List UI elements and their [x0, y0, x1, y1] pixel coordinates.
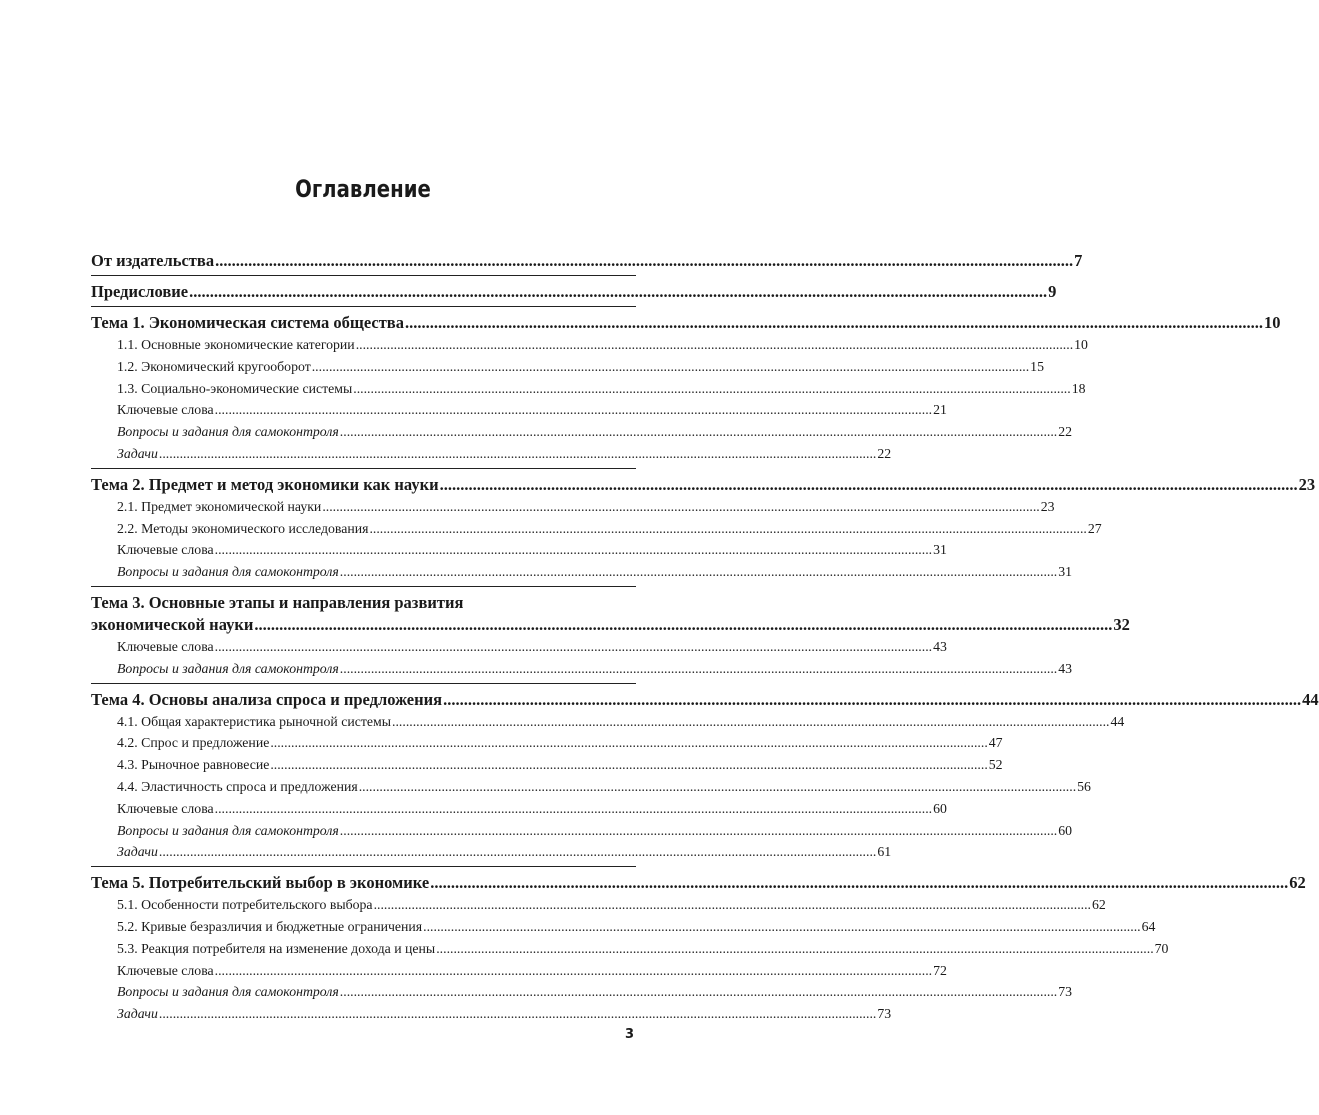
toc-entry[interactable] — [91, 894, 1106, 916]
toc-entry[interactable] — [91, 711, 1125, 733]
dot-leader — [340, 981, 1057, 1003]
toc-entry-title: 2.1. Предмет экономической науки — [117, 498, 322, 514]
toc-entry[interactable] — [91, 658, 1073, 680]
dot-leader — [430, 872, 1288, 894]
toc-entry-page: 43 — [933, 638, 947, 654]
toc-entry[interactable] — [91, 754, 1003, 776]
toc-heading[interactable] — [91, 281, 1057, 303]
toc-heading-page: 32 — [1113, 614, 1130, 634]
toc-entry[interactable] — [91, 938, 1169, 960]
toc-entry-title: 5.2. Кривые безразличия и бюджетные ограничения — [117, 918, 423, 934]
dot-leader — [440, 474, 1298, 496]
toc-heading-title: Тема 5. Потребительский выбор в экономике — [91, 873, 430, 893]
toc-entry[interactable] — [91, 378, 1086, 400]
toc-heading-page: 62 — [1289, 873, 1306, 893]
dot-leader — [359, 776, 1076, 798]
dot-leader — [215, 798, 932, 820]
dot-leader — [443, 689, 1301, 711]
toc-entry-title: 4.4. Эластичность спроса и предложения — [117, 778, 358, 794]
toc-heading-title: экономической науки — [91, 614, 254, 634]
toc-heading[interactable] — [91, 250, 1083, 272]
toc-entry-page: 47 — [988, 735, 1003, 751]
toc-entry-title: Ключевые слова — [117, 638, 214, 654]
dot-leader — [159, 443, 876, 465]
toc-entry-title: Вопросы и задания для самоконтроля — [117, 660, 339, 676]
page-number: 3 — [624, 1027, 634, 1042]
toc-entry-page: 62 — [1092, 897, 1106, 913]
dot-leader — [436, 938, 1153, 960]
toc-entry[interactable] — [91, 798, 947, 820]
dot-leader — [356, 334, 1073, 356]
toc-entry-page: 23 — [1040, 498, 1055, 514]
toc-entry-title: Ключевые слова — [117, 542, 214, 558]
toc-entry-page: 10 — [1074, 337, 1088, 352]
toc-entry-title: 4.3. Рыночное равновесие — [117, 757, 270, 773]
toc-entry-page: 27 — [1087, 520, 1102, 536]
toc-entry-page: 70 — [1154, 940, 1169, 956]
dot-leader — [159, 841, 876, 863]
toc-section — [91, 250, 1083, 276]
toc-entry[interactable] — [91, 399, 947, 421]
dot-leader — [340, 561, 1057, 583]
toc-entry-page: 21 — [933, 402, 947, 418]
toc-entry-page: 31 — [1058, 564, 1073, 580]
toc-entry-title: Ключевые слова — [117, 800, 214, 816]
dot-leader — [405, 312, 1263, 334]
toc-section — [91, 592, 1130, 684]
toc-heading[interactable] — [91, 689, 1319, 711]
toc-entry-page: 44 — [1110, 713, 1125, 729]
toc-entry-page: 22 — [877, 445, 892, 461]
toc-entry[interactable] — [91, 820, 1073, 842]
toc-heading-title: Тема 4. Основы анализа спроса и предложения — [91, 689, 443, 709]
toc-entry-page: 61 — [877, 844, 892, 860]
toc-entry-title: Вопросы и задания для самоконтроля — [117, 822, 339, 838]
toc-entry[interactable] — [91, 636, 947, 658]
toc-section — [91, 312, 1281, 469]
dot-leader — [215, 636, 932, 658]
toc-entry-page: 64 — [1141, 918, 1156, 934]
toc-entry[interactable] — [91, 981, 1073, 1003]
dot-leader — [423, 916, 1140, 938]
toc-entry-title: Вопросы и задания для самоконтроля — [117, 984, 339, 1000]
toc-section — [91, 474, 1316, 587]
toc-entry-title: Вопросы и задания для самоконтроля — [117, 424, 339, 440]
toc-entry-title: Задачи — [117, 844, 158, 860]
toc-entry-page: 18 — [1071, 380, 1086, 396]
toc-entry[interactable] — [91, 443, 892, 465]
toc-entry-page: 60 — [933, 800, 947, 816]
toc-entry-title: 1.1. Основные экономические категории — [117, 337, 355, 352]
toc-entry[interactable] — [91, 732, 1003, 754]
toc-entry-title: 2.2. Методы экономического исследования — [117, 520, 369, 536]
toc-entry[interactable] — [91, 841, 892, 863]
toc-section — [91, 281, 1057, 307]
dot-leader — [159, 1003, 876, 1025]
toc-entry-page: 31 — [933, 542, 947, 558]
toc-heading-line: Тема 3. Основные этапы и направления развития — [91, 592, 464, 612]
toc-heading[interactable] — [91, 312, 1281, 334]
toc-entry[interactable] — [91, 1003, 892, 1025]
toc-entry[interactable] — [91, 960, 947, 982]
toc-entry-title: Задачи — [117, 445, 158, 461]
toc-entry-page: 15 — [1030, 358, 1044, 374]
dot-leader — [312, 356, 1029, 378]
dot-leader — [353, 378, 1070, 400]
toc-section — [91, 689, 1319, 868]
dot-leader — [340, 820, 1057, 842]
toc-heading-page: 44 — [1302, 689, 1319, 709]
toc-entry[interactable] — [91, 776, 1091, 798]
toc-section — [91, 872, 1306, 1028]
dot-leader — [215, 399, 932, 421]
dot-leader — [215, 960, 932, 982]
toc-entry-title: Вопросы и задания для самоконтроля — [117, 564, 339, 580]
toc-heading-title: Тема 2. Предмет и метод экономики как науки — [91, 474, 439, 494]
dot-leader — [392, 711, 1109, 733]
toc-entry[interactable] — [91, 421, 1073, 443]
dot-leader — [189, 281, 1047, 303]
toc-heading-page: 7 — [1074, 251, 1083, 270]
toc-heading-title: Предисловие — [91, 282, 189, 301]
toc-entry-page: 72 — [933, 962, 947, 978]
toc-entry-page: 56 — [1077, 778, 1091, 794]
toc-entry-title: Ключевые слова — [117, 962, 214, 978]
dot-leader — [340, 421, 1057, 443]
toc-heading-title: От издательства — [91, 251, 215, 270]
toc-entry[interactable] — [91, 356, 1044, 378]
toc-entry[interactable] — [91, 518, 1102, 540]
toc-heading-title: Тема 1. Экономическая система общества — [91, 313, 404, 332]
toc-entry-title: Задачи — [117, 1006, 158, 1022]
table-of-contents — [91, 250, 1319, 1033]
toc-entry[interactable] — [91, 561, 1073, 583]
toc-entry-title: 1.3. Социально-экономические системы — [117, 380, 353, 396]
toc-entry-title: 1.2. Экономический кругооборот — [117, 358, 311, 374]
toc-entry-page: 73 — [1058, 984, 1073, 1000]
toc-entry-page: 73 — [877, 1006, 892, 1022]
toc-entry-title: 5.3. Реакция потребителя на изменение дохода и цены — [117, 940, 436, 956]
toc-entry-page: 22 — [1058, 424, 1073, 440]
dot-leader — [369, 518, 1086, 540]
toc-entry-title: 5.1. Особенности потребительского выбора — [117, 897, 373, 913]
toc-entry[interactable] — [91, 539, 947, 561]
page-title: Оглавление — [295, 175, 431, 203]
dot-leader — [270, 732, 987, 754]
dot-leader — [270, 754, 987, 776]
toc-heading-page: 9 — [1048, 282, 1057, 301]
toc-heading-page: 10 — [1263, 313, 1281, 332]
toc-heading[interactable] — [91, 872, 1306, 894]
toc-entry-page: 43 — [1058, 660, 1073, 676]
dot-leader — [340, 658, 1057, 680]
dot-leader — [374, 894, 1091, 916]
toc-entry[interactable] — [91, 916, 1156, 938]
toc-heading-page: 23 — [1298, 474, 1316, 494]
toc-heading[interactable] — [91, 474, 1316, 496]
dot-leader — [215, 539, 932, 561]
dot-leader — [254, 614, 1112, 636]
toc-entry-title: 4.2. Спрос и предложение — [117, 735, 270, 751]
toc-entry-title: Ключевые слова — [117, 402, 214, 418]
toc-entry-title: 4.1. Общая характеристика рыночной системы — [117, 713, 392, 729]
toc-entry-page: 60 — [1058, 822, 1073, 838]
dot-leader — [215, 250, 1073, 272]
toc-entry-page: 52 — [988, 757, 1003, 773]
toc-entry[interactable] — [91, 496, 1055, 518]
toc-heading[interactable] — [91, 614, 1130, 636]
toc-entry[interactable] — [91, 334, 1088, 356]
dot-leader — [322, 496, 1039, 518]
